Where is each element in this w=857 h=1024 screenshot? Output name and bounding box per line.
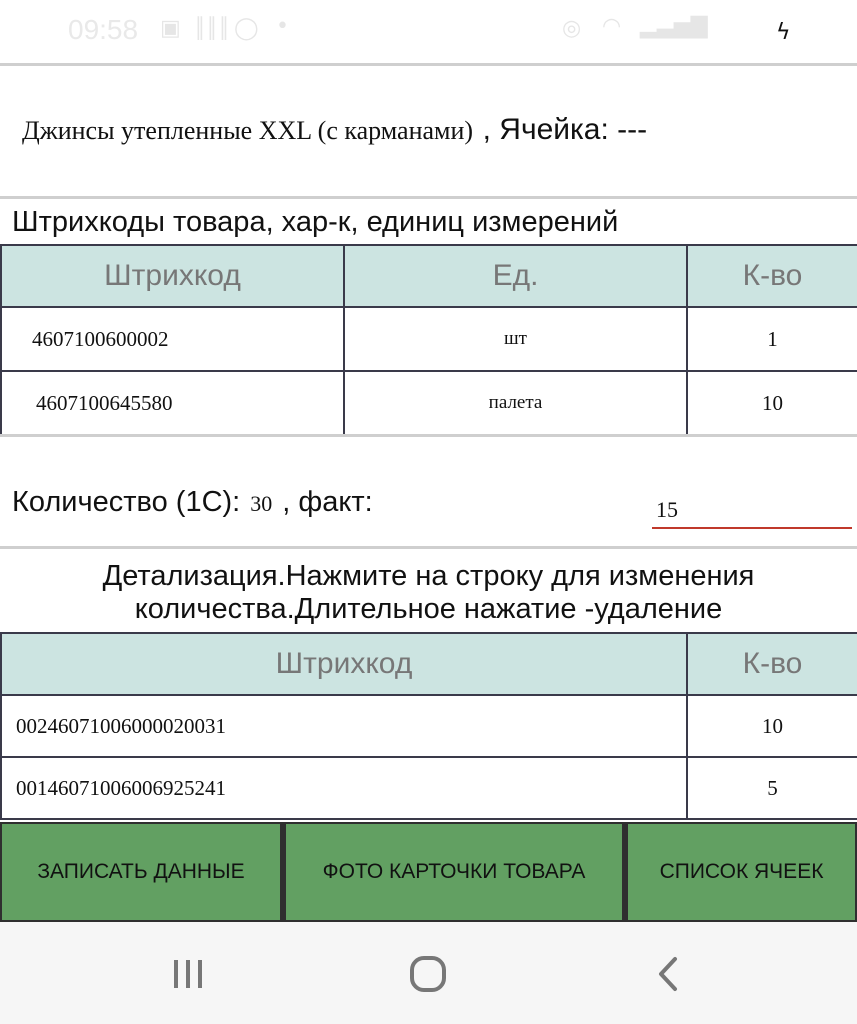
quantity-line xyxy=(12,486,373,519)
home-icon[interactable] xyxy=(398,952,458,996)
barcode-cell: 4607100600002 xyxy=(1,307,344,371)
details-title-line1: Детализация.Нажмите на строку для изменения xyxy=(102,560,755,592)
column-header-qty: К-во xyxy=(687,245,857,307)
table-row[interactable] xyxy=(1,757,857,819)
save-data-button[interactable]: ЗАПИСАТЬ ДАННЫЕ xyxy=(2,824,280,920)
battery-charging-icon: ϟ xyxy=(776,20,791,45)
table-row[interactable] xyxy=(1,307,857,371)
dot-icon: • xyxy=(276,14,289,39)
quantity-1c-label: Количество (1С): xyxy=(12,486,241,518)
unit-cell: шт xyxy=(344,307,687,371)
signal-icon: ▂▃▅▇ xyxy=(640,14,708,39)
back-icon[interactable] xyxy=(638,952,698,996)
qty-cell: 5 xyxy=(687,757,857,819)
separator xyxy=(0,434,857,437)
product-photo-button[interactable]: ФОТО КАРТОЧКИ ТОВАРА xyxy=(286,824,622,920)
wifi-icon: ◠ xyxy=(602,14,622,39)
barcode-icon: ║║║ xyxy=(194,16,231,40)
quantity-fact-label: , факт: xyxy=(282,486,373,518)
details-section-title xyxy=(0,560,857,626)
image-icon: ▣ xyxy=(160,16,181,41)
details-table xyxy=(0,632,857,820)
separator xyxy=(0,63,857,66)
cell-list-button[interactable]: СПИСОК ЯЧЕЕК xyxy=(628,824,855,920)
barcode-cell: 00146071006006925241 xyxy=(1,757,687,819)
product-cell: , Ячейка: --- xyxy=(482,113,648,146)
quantity-1c-value: 30 xyxy=(250,491,273,516)
status-bar xyxy=(0,0,857,62)
column-header-qty: К-во xyxy=(687,633,857,695)
unit-cell: палета xyxy=(344,371,687,435)
column-header-barcode: Штрихкод xyxy=(1,633,687,695)
table-header-row xyxy=(1,245,857,307)
separator xyxy=(0,546,857,549)
table-row[interactable] xyxy=(1,371,857,435)
circle-icon: ◯ xyxy=(234,16,259,41)
table-row[interactable] xyxy=(1,695,857,757)
product-line xyxy=(22,112,647,147)
eye-icon: ◎ xyxy=(562,16,582,41)
qty-cell: 10 xyxy=(687,695,857,757)
barcodes-section-title: Штрихкоды товара, хар-к, единиц измерений xyxy=(12,206,619,238)
status-time: 09:58 xyxy=(68,14,139,45)
table-header-row xyxy=(1,633,857,695)
details-title-line2: количества.Длительное нажатие -удаление xyxy=(134,593,723,625)
qty-cell: 10 xyxy=(687,371,857,435)
barcodes-table xyxy=(0,244,857,436)
qty-cell: 1 xyxy=(687,307,857,371)
product-name: Джинсы утепленные XXL (с карманами) xyxy=(22,116,474,145)
barcode-cell: 00246071006000020031 xyxy=(1,695,687,757)
separator xyxy=(0,196,857,199)
column-header-barcode: Штрихкод xyxy=(1,245,344,307)
barcode-cell: 4607100645580 xyxy=(1,371,344,435)
system-nav-bar xyxy=(0,922,857,1024)
recent-apps-icon[interactable] xyxy=(158,952,218,996)
action-button-bar xyxy=(0,822,857,922)
column-header-unit: Ед. xyxy=(344,245,687,307)
fact-quantity-input[interactable] xyxy=(652,493,852,529)
